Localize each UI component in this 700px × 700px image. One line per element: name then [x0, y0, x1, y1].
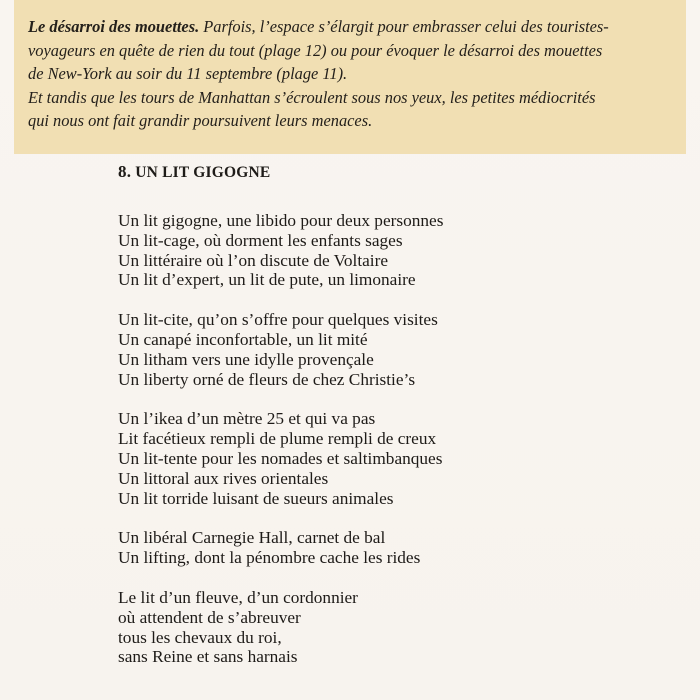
- song-title-text: UN LIT GIGOGNE: [135, 164, 271, 181]
- lyric-line: sans Reine et sans harnais: [118, 647, 298, 667]
- stanza-2: [118, 310, 678, 389]
- lyric-line: Un lit-cite, qu’on s’offre pour quelques visites: [118, 310, 438, 330]
- intro-line-3: de New-York au soir du 11 septembre (plage 11).: [28, 64, 348, 83]
- lyric-line: Un lit d’expert, un lit de pute, un limonaire: [118, 270, 416, 290]
- lyric-line: Un canapé inconfortable, un lit mité: [118, 329, 368, 349]
- lyric-line: Un litham vers une idylle provençale: [118, 349, 374, 369]
- intro-line-1: [28, 15, 678, 39]
- intro-line-4: Et tandis que les tours de Manhattan s’écroulent sous nos yeux, les petites médiocrités: [28, 87, 596, 107]
- stanza-5: [118, 588, 678, 667]
- lyric-line: Un lifting, dont la pénombre cache les rides: [118, 548, 421, 568]
- lyric-line: Lit facétieux rempli de plume rempli de creux: [118, 429, 437, 449]
- song-lyrics: [118, 160, 678, 687]
- lyric-line: Le lit d’un fleuve, d’un cordonnier: [118, 587, 358, 607]
- intro-line-5: qui nous ont fait grandir poursuivent leurs menaces.: [28, 111, 373, 130]
- intro-line-1-rest: Parfois, l’espace s’élargit pour embrasser celui des touristes-: [199, 17, 609, 36]
- intro-box: [14, 0, 686, 154]
- lyric-line: où attendent de s’abreuver: [118, 607, 301, 627]
- intro-lead: Le désarroi des mouettes.: [28, 17, 200, 36]
- stanza-3: [118, 409, 678, 508]
- lyric-line: Un l’ikea d’un mètre 25 et qui va pas: [118, 409, 376, 429]
- stanza-1: [118, 211, 678, 290]
- intro-line-2: voyageurs en quête de rien du tout (plage 12) ou pour évoquer le désarroi des mouettes: [28, 40, 603, 60]
- lyric-line: Un littéraire où l’on discute de Voltaire: [118, 250, 389, 270]
- lyric-line: Un lit torride luisant de sueurs animales: [118, 488, 394, 508]
- lyric-line: Un lit-tente pour les nomades et saltimbanques: [118, 448, 443, 468]
- lyric-line: Un lit gigogne, une libido pour deux personnes: [118, 211, 444, 230]
- lyric-line: Un libéral Carnegie Hall, carnet de bal: [118, 528, 386, 548]
- lyric-line: Un lit-cage, où dorment les enfants sages: [118, 230, 403, 250]
- lyric-line: Un littoral aux rives orientales: [118, 468, 329, 488]
- stanza-4: [118, 528, 678, 568]
- lyric-line: Un liberty orné de fleurs de chez Christie’s: [118, 369, 416, 389]
- song-title: [118, 160, 678, 185]
- lyric-line: tous les chevaux du roi,: [118, 627, 282, 647]
- song-number: 8.: [118, 162, 132, 181]
